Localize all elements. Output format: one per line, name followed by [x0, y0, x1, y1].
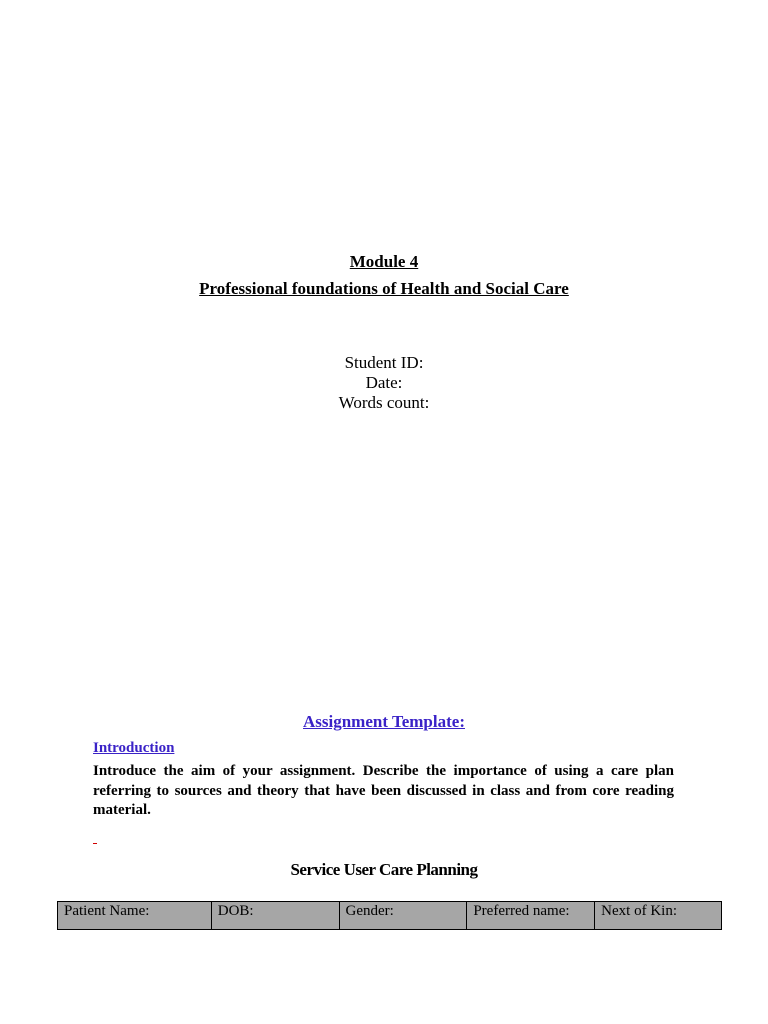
course-title [0, 279, 768, 299]
student-id-label: Student ID: [344, 353, 424, 372]
module-title-text: Module 4 [349, 252, 419, 271]
words-count-label: Words count: [338, 393, 430, 412]
red-marker [93, 843, 97, 844]
assignment-template-heading [0, 712, 768, 732]
assignment-template-link[interactable]: Assignment Template: [303, 712, 465, 731]
dob-cell[interactable]: DOB: [211, 902, 339, 930]
date-label: Date: [365, 373, 403, 392]
patient-name-cell[interactable]: Patient Name: [58, 902, 212, 930]
preferred-name-cell[interactable]: Preferred name: [467, 902, 595, 930]
introduction-heading[interactable]: Introduction [93, 740, 175, 756]
table-row [58, 902, 722, 930]
course-title-text: Professional foundations of Health and Social Care [199, 279, 569, 298]
care-planning-heading: Service User Care Planning [290, 860, 478, 879]
introduction-body: Introduce the aim of your assignment. Describe the importance of using a care plan referring to sources and theory that have been discussed in class and from core reading material. [93, 763, 674, 818]
next-of-kin-cell[interactable]: Next of Kin: [595, 902, 722, 930]
module-title [0, 252, 768, 272]
gender-cell[interactable]: Gender: [339, 902, 467, 930]
patient-info-table [57, 901, 722, 930]
